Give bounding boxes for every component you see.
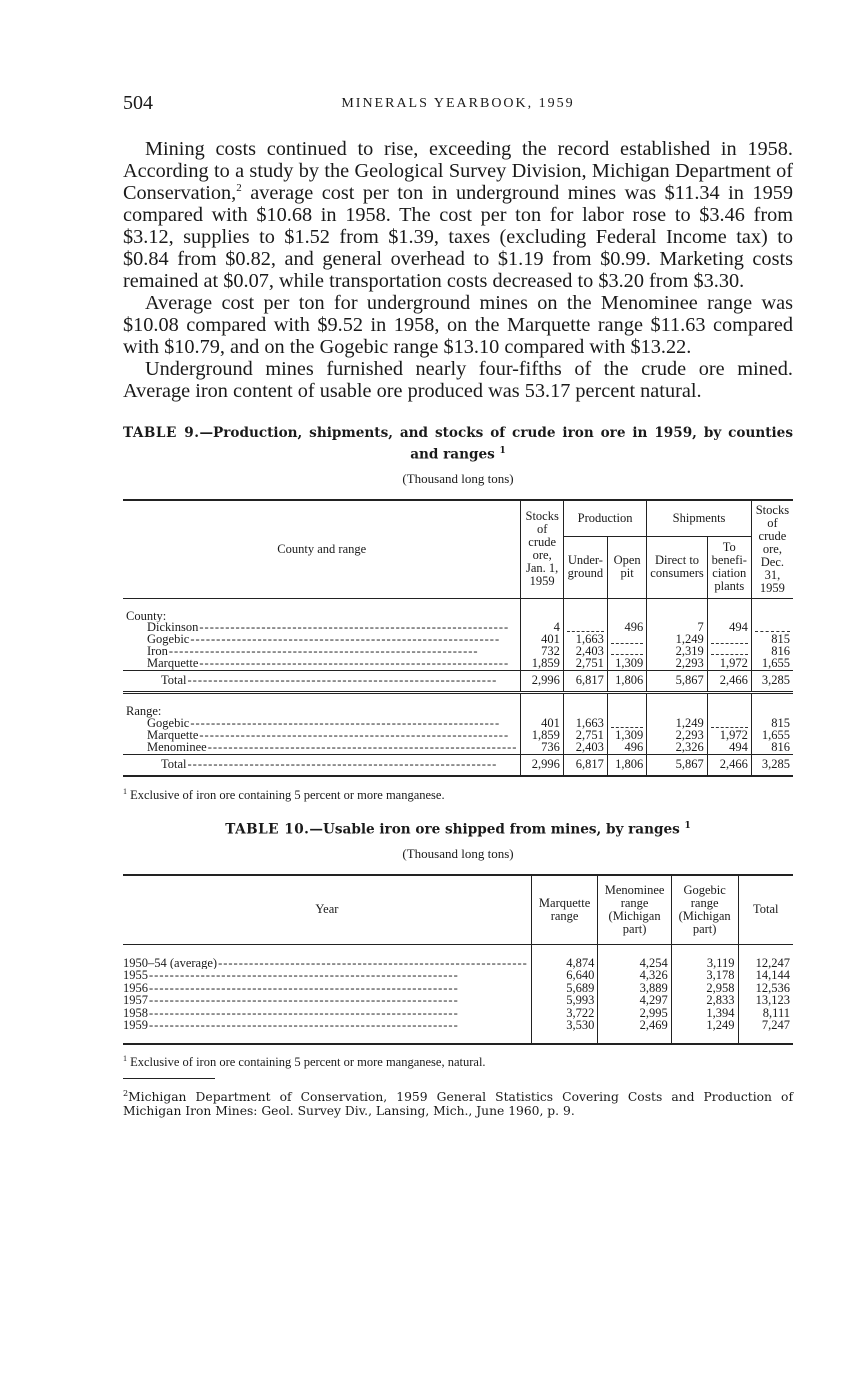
paragraph-1-part-b: average cost per ton in underground mines was $11.34 in 1959 compared with $10.68 in 1958. The cost per ton for labor rose to $3.46 from $3.12, supplies to $1.52 from $1.39, taxes (excluding Federal Income tax) to $0.84 from $0.82, and general overhead to $1.19 from $0.99. Marketing costs remained at $0.07, while transportation costs decreased to $3.20 from $3.30. xyxy=(123,182,793,292)
leader-dots: ------------------------------------------------------------ xyxy=(168,645,479,658)
total-stocks_jan: 2,996 xyxy=(521,670,563,693)
spacer-row xyxy=(123,944,793,957)
cell-open_pit: 496 xyxy=(607,742,646,754)
table-10-unit: (Thousand long tons) xyxy=(402,845,514,861)
row-label xyxy=(123,646,521,658)
cell-gogebic: 2,958 xyxy=(671,982,738,994)
row-label-text: Menominee xyxy=(147,741,207,754)
row-label xyxy=(123,994,531,1006)
row-label-leader xyxy=(123,1007,528,1019)
table-10-footnote-text: Exclusive of iron ore containing 5 percent or more manganese, natural. xyxy=(127,1055,486,1070)
row-label-leader xyxy=(147,742,517,754)
cell-marquette: 3,530 xyxy=(531,1019,598,1031)
table-9-unit: (Thousand long tons) xyxy=(402,470,514,486)
cell-open_pit xyxy=(607,634,646,646)
cell-stocks_dec: 815 xyxy=(751,634,793,646)
table-9-footnote xyxy=(123,787,793,803)
col-shipments: Shipments xyxy=(647,500,752,537)
empty-dash xyxy=(711,637,748,644)
cell-direct: 1,249 xyxy=(647,634,707,646)
cell-menominee: 4,254 xyxy=(598,957,671,969)
cell-benef xyxy=(707,634,751,646)
total-open_pit: 1,806 xyxy=(607,754,646,776)
row-label xyxy=(123,670,521,693)
cell-gogebic: 2,833 xyxy=(671,994,738,1006)
total-benef: 2,466 xyxy=(707,754,751,776)
leader-dots: ------------------------------------------------------------ xyxy=(199,622,510,635)
table-9-body xyxy=(123,598,793,776)
cell xyxy=(123,1031,531,1044)
row-label-leader xyxy=(123,982,528,994)
col-underground: Under-ground xyxy=(563,537,607,599)
cell xyxy=(751,611,793,623)
body-text xyxy=(123,138,793,402)
cell-stocks_jan: 732 xyxy=(521,646,563,658)
running-head xyxy=(123,92,793,118)
cell-menominee: 4,297 xyxy=(598,994,671,1006)
table-row xyxy=(123,658,793,670)
table-10-note-ref: 1 xyxy=(684,821,691,832)
row-label xyxy=(123,718,521,730)
spacer-row xyxy=(123,1031,793,1044)
total-underground: 6,817 xyxy=(563,754,607,776)
cell-marquette: 6,640 xyxy=(531,969,598,981)
row-label xyxy=(123,1007,531,1019)
cell-marquette: 5,689 xyxy=(531,982,598,994)
cell-direct: 1,249 xyxy=(647,718,707,730)
row-label xyxy=(123,1019,531,1031)
empty-dash xyxy=(711,721,748,728)
row-label-leader xyxy=(147,730,517,742)
cell xyxy=(563,693,607,707)
row-label-text: Iron xyxy=(147,645,168,658)
row-label-text: 1950–54 (average) xyxy=(123,956,218,970)
reference-text: Michigan Department of Conservation, 1959 General Statistics Covering Costs and Production of Michigan Iron Mines: Geol. Survey Div., Lansing, Mich., June 1960, p. 9. xyxy=(123,1089,793,1118)
leader-dots: ------------------------------------------------------------ xyxy=(149,969,459,982)
table-10-body xyxy=(123,944,793,1044)
row-label-text: 1957 xyxy=(123,994,148,1007)
leader-dots: ------------------------------------------------------------ xyxy=(218,956,528,970)
cell-direct: 2,319 xyxy=(647,646,707,658)
table-10-footnote-mark: 1 xyxy=(123,1054,127,1064)
empty-dash xyxy=(755,625,790,632)
cell-total: 12,247 xyxy=(738,957,793,969)
cell-underground: 2,403 xyxy=(563,742,607,754)
paragraph-3: Underground mines furnished nearly four-fifths of the crude ore mined. Average iron content of usable ore produced was 53.17 percent natural. xyxy=(123,358,793,402)
cell-gogebic: 3,178 xyxy=(671,969,738,981)
total-underground: 6,817 xyxy=(563,670,607,693)
leader-dots: ------------------------------------------------------------ xyxy=(190,718,501,730)
cell-direct: 2,293 xyxy=(647,730,707,742)
cell-stocks_jan: 736 xyxy=(521,742,563,754)
cell-underground: 1,663 xyxy=(563,634,607,646)
page xyxy=(123,92,793,1118)
cell-underground: 2,403 xyxy=(563,646,607,658)
cell-gogebic: 1,394 xyxy=(671,1007,738,1019)
row-label-leader xyxy=(147,622,517,634)
cell xyxy=(607,706,646,718)
leader-dots: ------------------------------------------------------------ xyxy=(149,1006,459,1020)
leader-dots: ------------------------------------------------------------ xyxy=(149,981,459,995)
cell-stocks_jan: 1,859 xyxy=(521,730,563,742)
cell-direct: 2,326 xyxy=(647,742,707,754)
cell-menominee: 4,326 xyxy=(598,969,671,981)
spacer-row xyxy=(123,598,793,611)
row-label-leader xyxy=(161,672,517,687)
footnote-rule xyxy=(123,1078,215,1079)
row-label-leader xyxy=(123,994,528,1006)
col-direct: Direct to consumers xyxy=(647,537,707,599)
cell-stocks_jan: 401 xyxy=(521,718,563,730)
row-label xyxy=(123,742,521,754)
row-label-text: Total xyxy=(161,756,187,771)
row-label-leader xyxy=(123,969,528,981)
row-label xyxy=(123,634,521,646)
cell-benef: 1,972 xyxy=(707,730,751,742)
cell-gogebic: 3,119 xyxy=(671,957,738,969)
col-stocks-jan: Stocks of crude ore, Jan. 1, 1959 xyxy=(521,500,563,599)
cell xyxy=(607,693,646,707)
table-row xyxy=(123,742,793,754)
total-direct: 5,867 xyxy=(647,670,707,693)
row-label-leader xyxy=(147,646,517,658)
table-9-note-ref: 1 xyxy=(499,446,506,456)
empty-dash xyxy=(711,648,748,655)
table-row xyxy=(123,982,793,994)
cell-direct: 7 xyxy=(647,622,707,634)
running-title: MINERALS YEARBOOK, 1959 xyxy=(341,96,575,111)
empty-dash xyxy=(611,721,643,728)
cell-stocks_jan: 4 xyxy=(521,622,563,634)
total-row xyxy=(123,754,793,776)
col-county-range: County and range xyxy=(123,500,521,599)
cell-benef: 1,972 xyxy=(707,658,751,670)
cell-stocks_dec: 816 xyxy=(751,646,793,658)
cell xyxy=(123,944,531,957)
cell-menominee: 2,995 xyxy=(598,1007,671,1019)
cell xyxy=(751,693,793,707)
cell-open_pit: 1,309 xyxy=(607,658,646,670)
cell xyxy=(123,598,521,611)
cell-marquette: 4,874 xyxy=(531,957,598,969)
row-label-leader xyxy=(123,957,528,969)
table-9-title-text: —Production, shipments, and stocks of crude iron ore in 1959, by counties and ranges xyxy=(199,425,793,463)
table-10 xyxy=(123,874,793,1045)
cell xyxy=(707,706,751,718)
leader-dots: ------------------------------------------------------------ xyxy=(207,741,518,754)
row-label xyxy=(123,957,531,969)
table-row xyxy=(123,969,793,981)
cell xyxy=(521,693,563,707)
cell-direct: 2,293 xyxy=(647,658,707,670)
col-total: Total xyxy=(738,875,793,945)
cell-benef: 494 xyxy=(707,742,751,754)
cell-stocks_dec: 816 xyxy=(751,742,793,754)
row-label-text: Dickinson xyxy=(147,622,199,635)
cell-menominee: 2,469 xyxy=(598,1019,671,1031)
table-9-label: TABLE 9. xyxy=(123,425,200,441)
cell xyxy=(707,693,751,707)
col-year: Year xyxy=(123,875,531,945)
cell-total: 12,536 xyxy=(738,982,793,994)
row-label-text: Gogebic xyxy=(147,634,190,646)
cell-total: 14,144 xyxy=(738,969,793,981)
row-label-leader xyxy=(161,756,517,771)
cell-gogebic: 1,249 xyxy=(671,1019,738,1031)
cell xyxy=(563,598,607,611)
cell xyxy=(647,598,707,611)
total-stocks_dec: 3,285 xyxy=(751,670,793,693)
table-9-footnote-text: Exclusive of iron ore containing 5 percent or more manganese. xyxy=(127,788,445,803)
table-row xyxy=(123,1019,793,1031)
row-label-text: Marquette xyxy=(147,657,199,670)
table-10-title xyxy=(123,817,793,839)
row-label-text: 1959 xyxy=(123,1019,148,1032)
row-label xyxy=(123,658,521,670)
total-open_pit: 1,806 xyxy=(607,670,646,693)
cell xyxy=(647,693,707,707)
row-label-leader xyxy=(147,634,517,646)
cell-marquette: 5,993 xyxy=(531,994,598,1006)
cell-stocks_dec: 815 xyxy=(751,718,793,730)
row-label-text: Gogebic xyxy=(147,718,190,730)
cell-marquette: 3,722 xyxy=(531,1007,598,1019)
leader-dots: ------------------------------------------------------------ xyxy=(149,994,459,1007)
row-label xyxy=(123,982,531,994)
col-beneficiation: To benefi-ciation plants xyxy=(707,537,751,599)
table-10-title-text: —Usable iron ore shipped from mines, by ranges xyxy=(309,821,680,838)
paragraph-1 xyxy=(123,138,793,292)
leader-dots: ------------------------------------------------------------ xyxy=(149,1019,459,1032)
col-gogebic: Gogebic range (Michigan part) xyxy=(671,875,738,945)
row-label-leader xyxy=(147,718,517,730)
row-label-text: 1958 xyxy=(123,1006,148,1020)
row-label xyxy=(123,730,521,742)
leader-dots: ------------------------------------------------------------ xyxy=(187,758,498,771)
paragraph-2: Average cost per ton for underground mines on the Menominee range was $10.08 compared with $9.52 in 1958, on the Marquette range $11.63 compared with $10.79, and on the Gogebic range $13.10 compared with $13.22. xyxy=(123,292,793,358)
empty-dash xyxy=(611,648,643,655)
cell-benef: 494 xyxy=(707,622,751,634)
col-menominee: Menominee range (Michigan part) xyxy=(598,875,671,945)
spacer-row xyxy=(123,693,793,707)
cell xyxy=(123,693,521,707)
cell-total: 8,111 xyxy=(738,1007,793,1019)
row-label-leader xyxy=(123,1019,528,1031)
cell-stocks_jan: 401 xyxy=(521,634,563,646)
group-label: County: xyxy=(126,610,167,623)
cell-underground: 2,751 xyxy=(563,658,607,670)
row-label-text: Marquette xyxy=(147,729,199,742)
total-stocks_jan: 2,996 xyxy=(521,754,563,776)
table-9 xyxy=(123,499,793,778)
table-10-label: TABLE 10. xyxy=(225,821,310,838)
table-9-footnote-mark: 1 xyxy=(123,787,127,797)
cell-underground: 2,751 xyxy=(563,730,607,742)
col-marquette: Marquette range xyxy=(531,875,598,945)
cell-open_pit: 496 xyxy=(607,622,646,634)
cell xyxy=(607,598,646,611)
table-row xyxy=(123,994,793,1006)
total-row xyxy=(123,670,793,693)
cell xyxy=(531,1031,598,1044)
cell-menominee: 3,889 xyxy=(598,982,671,994)
cell-open_pit: 1,309 xyxy=(607,730,646,742)
row-label-text: 1956 xyxy=(123,981,148,995)
row-label-leader xyxy=(147,658,517,670)
cell-underground: 1,663 xyxy=(563,718,607,730)
reference-mark: 2 xyxy=(123,1088,129,1098)
reference-footnote xyxy=(123,1087,793,1118)
footnote-ref-2: 2 xyxy=(236,182,242,195)
group-label: Range: xyxy=(126,706,162,719)
col-open-pit: Open pit xyxy=(607,537,646,599)
cell xyxy=(521,598,563,611)
cell-stocks_dec: 1,655 xyxy=(751,730,793,742)
cell xyxy=(751,598,793,611)
row-label xyxy=(123,754,521,776)
empty-dash xyxy=(611,637,643,644)
row-label xyxy=(123,969,531,981)
cell-total: 13,123 xyxy=(738,994,793,1006)
col-production: Production xyxy=(563,500,646,537)
total-stocks_dec: 3,285 xyxy=(751,754,793,776)
cell xyxy=(598,1031,671,1044)
cell-stocks_jan: 1,859 xyxy=(521,658,563,670)
table-row xyxy=(123,1007,793,1019)
cell xyxy=(707,598,751,611)
empty-dash xyxy=(567,625,604,632)
row-label-text: 1955 xyxy=(123,969,148,982)
row-label xyxy=(123,622,521,634)
total-benef: 2,466 xyxy=(707,670,751,693)
table-10-footnote xyxy=(123,1054,793,1070)
leader-dots: ------------------------------------------------------------ xyxy=(199,657,510,670)
leader-dots: ------------------------------------------------------------ xyxy=(199,729,510,742)
total-direct: 5,867 xyxy=(647,754,707,776)
page-number: 504 xyxy=(123,92,153,114)
cell xyxy=(738,1031,793,1044)
cell-total: 7,247 xyxy=(738,1019,793,1031)
leader-dots: ------------------------------------------------------------ xyxy=(190,634,501,646)
leader-dots: ------------------------------------------------------------ xyxy=(187,674,498,687)
cell xyxy=(671,1031,738,1044)
group-row xyxy=(123,611,793,623)
col-stocks-dec: Stocks of crude ore, Dec. 31, 1959 xyxy=(751,500,793,599)
paragraph-1-part-a: Mining costs continued to rise, exceeding the record established in 1958. According to a study by the Geological Survey Division, Michigan Department of Conservation, xyxy=(123,138,793,204)
cell-stocks_dec: 1,655 xyxy=(751,658,793,670)
table-row xyxy=(123,957,793,969)
cell xyxy=(563,611,607,623)
row-label-text: Total xyxy=(161,672,187,687)
table-9-title xyxy=(123,424,793,464)
